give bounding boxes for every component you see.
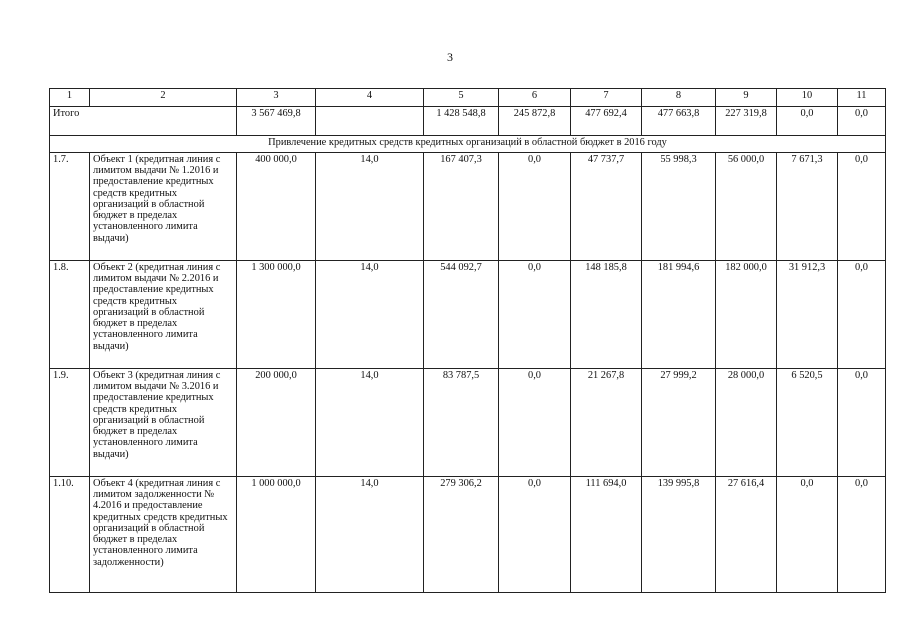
object-name: Объект 1 (кредитная линия с лимитом выдачи № 1.2016 и предоставление кредитных средств кредитных организаций в областной бюджет в пределах установленного лимита выдачи) bbox=[90, 153, 237, 261]
header-cell: 1 bbox=[50, 89, 90, 107]
row-number: 1.10. bbox=[50, 477, 90, 593]
value-cell: 47 737,7 bbox=[571, 153, 642, 261]
value-cell: 0,0 bbox=[499, 477, 571, 593]
total-cell: 0,0 bbox=[838, 107, 886, 136]
value-cell: 1 300 000,0 bbox=[237, 261, 316, 369]
total-cell: 477 663,8 bbox=[642, 107, 716, 136]
value-cell: 0,0 bbox=[838, 153, 886, 261]
header-cell: 3 bbox=[237, 89, 316, 107]
value-cell: 7 671,3 bbox=[777, 153, 838, 261]
value-cell: 182 000,0 bbox=[716, 261, 777, 369]
budget-table bbox=[49, 88, 886, 593]
object-name: Объект 3 (кредитная линия с лимитом выдачи № 3.2016 и предоставление кредитных средств кредитных организаций в областной бюджет в пределах установленного лимита выдачи) bbox=[90, 369, 237, 477]
value-cell: 0,0 bbox=[499, 153, 571, 261]
value-cell: 14,0 bbox=[316, 153, 424, 261]
header-row bbox=[50, 89, 886, 107]
value-cell: 28 000,0 bbox=[716, 369, 777, 477]
value-cell: 56 000,0 bbox=[716, 153, 777, 261]
value-cell: 0,0 bbox=[838, 369, 886, 477]
header-cell: 8 bbox=[642, 89, 716, 107]
header-cell: 9 bbox=[716, 89, 777, 107]
value-cell: 111 694,0 bbox=[571, 477, 642, 593]
total-row bbox=[50, 107, 886, 136]
value-cell: 400 000,0 bbox=[237, 153, 316, 261]
table-row bbox=[50, 369, 886, 477]
total-cell bbox=[316, 107, 424, 136]
row-number: 1.7. bbox=[50, 153, 90, 261]
value-cell: 27 616,4 bbox=[716, 477, 777, 593]
value-cell: 544 092,7 bbox=[424, 261, 499, 369]
total-cell: 1 428 548,8 bbox=[424, 107, 499, 136]
header-cell: 2 bbox=[90, 89, 237, 107]
value-cell: 83 787,5 bbox=[424, 369, 499, 477]
total-cell: 3 567 469,8 bbox=[237, 107, 316, 136]
value-cell: 167 407,3 bbox=[424, 153, 499, 261]
value-cell: 279 306,2 bbox=[424, 477, 499, 593]
total-cell: 0,0 bbox=[777, 107, 838, 136]
object-name: Объект 4 (кредитная линия с лимитом задолженности № 4.2016 и предоставление кредитных средств кредитных организаций в областной бюджет в пределах установленного лимита задолженности) bbox=[90, 477, 237, 593]
header-cell: 4 bbox=[316, 89, 424, 107]
row-number: 1.9. bbox=[50, 369, 90, 477]
value-cell: 0,0 bbox=[499, 261, 571, 369]
table-row bbox=[50, 153, 886, 261]
value-cell: 139 995,8 bbox=[642, 477, 716, 593]
table-row bbox=[50, 477, 886, 593]
value-cell: 148 185,8 bbox=[571, 261, 642, 369]
total-cell: 477 692,4 bbox=[571, 107, 642, 136]
table-row bbox=[50, 261, 886, 369]
header-cell: 11 bbox=[838, 89, 886, 107]
section-row bbox=[50, 136, 886, 153]
total-label: Итого bbox=[50, 107, 237, 136]
value-cell: 1 000 000,0 bbox=[237, 477, 316, 593]
header-cell: 7 bbox=[571, 89, 642, 107]
value-cell: 31 912,3 bbox=[777, 261, 838, 369]
value-cell: 27 999,2 bbox=[642, 369, 716, 477]
value-cell: 0,0 bbox=[499, 369, 571, 477]
value-cell: 14,0 bbox=[316, 477, 424, 593]
value-cell: 14,0 bbox=[316, 369, 424, 477]
value-cell: 14,0 bbox=[316, 261, 424, 369]
section-title: Привлечение кредитных средств кредитных организаций в областной бюджет в 2016 году bbox=[50, 136, 886, 153]
row-number: 1.8. bbox=[50, 261, 90, 369]
header-cell: 5 bbox=[424, 89, 499, 107]
header-cell: 6 bbox=[499, 89, 571, 107]
value-cell: 200 000,0 bbox=[237, 369, 316, 477]
header-cell: 10 bbox=[777, 89, 838, 107]
value-cell: 55 998,3 bbox=[642, 153, 716, 261]
value-cell: 0,0 bbox=[838, 261, 886, 369]
value-cell: 6 520,5 bbox=[777, 369, 838, 477]
total-cell: 245 872,8 bbox=[499, 107, 571, 136]
value-cell: 21 267,8 bbox=[571, 369, 642, 477]
value-cell: 0,0 bbox=[777, 477, 838, 593]
value-cell: 0,0 bbox=[838, 477, 886, 593]
object-name: Объект 2 (кредитная линия с лимитом выдачи № 2.2016 и предоставление кредитных средств кредитных организаций в областной бюджет в пределах установленного лимита выдачи) bbox=[90, 261, 237, 369]
total-cell: 227 319,8 bbox=[716, 107, 777, 136]
value-cell: 181 994,6 bbox=[642, 261, 716, 369]
page-number: 3 bbox=[447, 50, 453, 64]
